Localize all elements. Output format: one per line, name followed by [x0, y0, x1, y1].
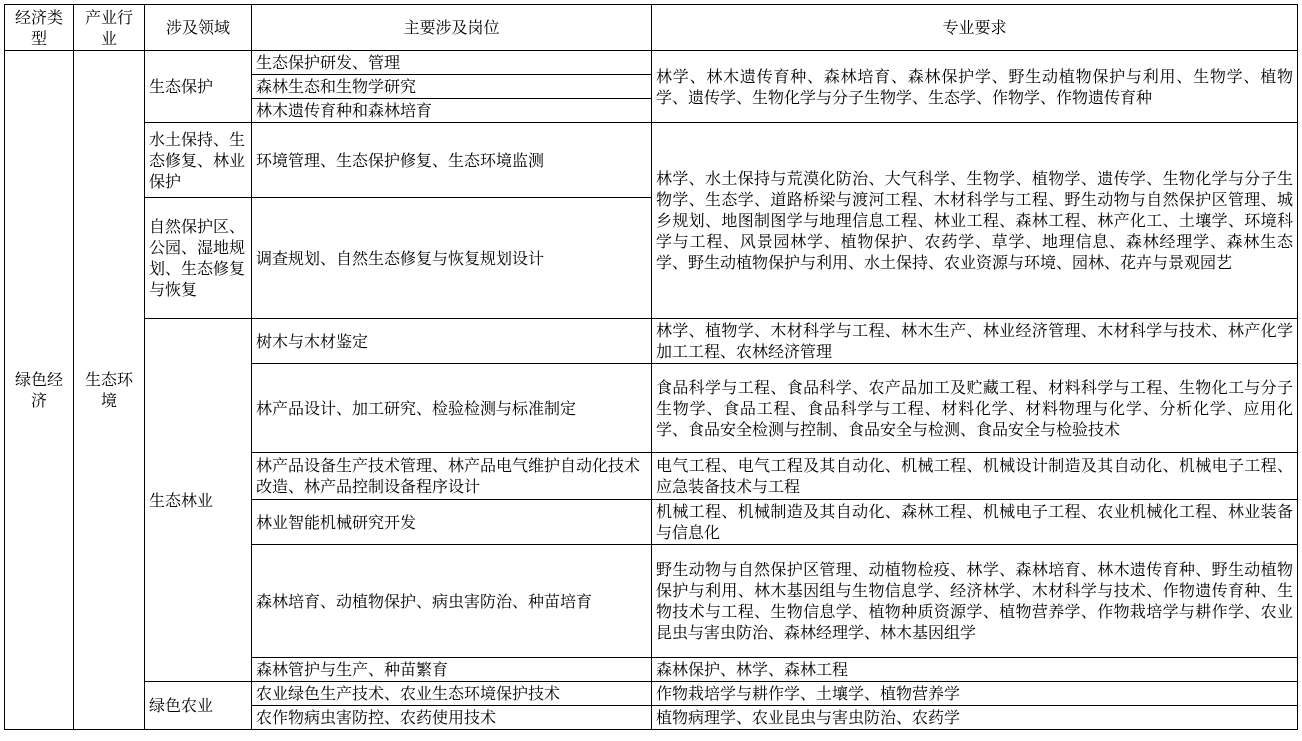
requirement-cell: 电气工程、电气工程及其自动化、机械工程、机械设计制造及其自动化、机械电子工程、应急装备技术与工程: [652, 453, 1298, 500]
table-row: [5, 123, 1298, 198]
post-cell: 林产品设计、加工研究、检验检测与标准制定: [252, 364, 652, 453]
table-row: [5, 682, 1298, 706]
header-requirements: 专业要求: [652, 5, 1298, 51]
requirement-cell: 林学、水土保持与荒漠化防治、大气科学、生物学、植物学、遗传学、生物化学与分子生物学、生态学、道路桥梁与渡河工程、木材科学与工程、野生动物与自然保护区管理、城乡规划、地图制图学与地理信息工程、林业工程、森林工程、林产化工、土壤学、环境科学与工程、风景园林学、植物保护、农药学、草学、地理信息、森林经理学、森林生态学、野生动植物保护与利用、水土保持、农业资源与环境、园林、花卉与景观园艺: [652, 123, 1298, 319]
header-posts: 主要涉及岗位: [252, 5, 652, 51]
job-requirements-table: [4, 4, 1298, 730]
post-cell: 农业绿色生产技术、农业生态环境保护技术: [252, 682, 652, 706]
post-cell: 森林生态和生物学研究: [252, 75, 652, 99]
post-cell: 林业智能机械研究开发: [252, 500, 652, 545]
post-cell: 生态保护研发、管理: [252, 51, 652, 75]
requirement-cell: 森林保护、林学、森林工程: [652, 658, 1298, 682]
requirement-cell: 作物栽培学与耕作学、土壤学、植物营养学: [652, 682, 1298, 706]
post-cell: 森林管护与生产、种苗繁育: [252, 658, 652, 682]
domain-cell: 生态保护: [145, 51, 252, 123]
requirement-cell: 野生动物与自然保护区管理、动植物检疫、林学、森林培育、林木遗传育种、野生动植物保护与利用、林木基因组与生物信息学、经济林学、木材科学与技术、作物遗传育种、生物技术与工程、生物信息学、植物种质资源学、植物营养学、作物栽培学与耕作学、农业昆虫与害虫防治、森林经理学、林木基因组学: [652, 545, 1298, 658]
requirement-cell: 林学、植物学、木材科学与工程、林木生产、林业经济管理、木材科学与技术、林产化学加工工程、农林经济管理: [652, 319, 1298, 364]
post-cell: 林木遗传育种和森林培育: [252, 99, 652, 123]
post-cell: 农作物病虫害防控、农药使用技术: [252, 706, 652, 730]
requirement-cell: 林学、林木遗传育种、森林培育、森林保护学、野生动植物保护与利用、生物学、植物学、遗传学、生物化学与分子生物学、生态学、作物学、作物遗传育种: [652, 51, 1298, 123]
industry-cell: 生态环境: [74, 51, 145, 730]
requirement-cell: 机械工程、机械制造及其自动化、森林工程、机械电子工程、农业机械化工程、林业装备与信息化: [652, 500, 1298, 545]
post-cell: 调查规划、自然生态修复与恢复规划设计: [252, 198, 652, 319]
domain-cell: 绿色农业: [145, 682, 252, 730]
post-cell: 树木与木材鉴定: [252, 319, 652, 364]
requirement-cell: 植物病理学、农业昆虫与害虫防治、农药学: [652, 706, 1298, 730]
post-cell: 林产品设备生产技术管理、林产品电气维护自动化技术改造、林产品控制设备程序设计: [252, 453, 652, 500]
domain-cell: 水土保持、生态修复、林业保护: [145, 123, 252, 198]
header-row: [5, 5, 1298, 51]
post-cell: 环境管理、生态保护修复、生态环境监测: [252, 123, 652, 198]
economy-type-cell: 绿色经济: [5, 51, 74, 730]
table-row: [5, 51, 1298, 75]
post-cell: 森林培育、动植物保护、病虫害防治、种苗培育: [252, 545, 652, 658]
requirement-cell: 食品科学与工程、食品科学、农产品加工及贮藏工程、材料科学与工程、生物化工与分子生物学、食品工程、食品科学与工程、材料化学、材料物理与化学、分析化学、应用化学、食品安全检测与控制、食品安全与检测、食品安全与检验技术: [652, 364, 1298, 453]
table-row: [5, 319, 1298, 364]
domain-cell: 生态林业: [145, 319, 252, 682]
domain-cell: 自然保护区、公园、湿地规划、生态修复与恢复: [145, 198, 252, 319]
header-economy-type: 经济类型: [5, 5, 74, 51]
header-industry: 产业行业: [74, 5, 145, 51]
header-domain: 涉及领域: [145, 5, 252, 51]
